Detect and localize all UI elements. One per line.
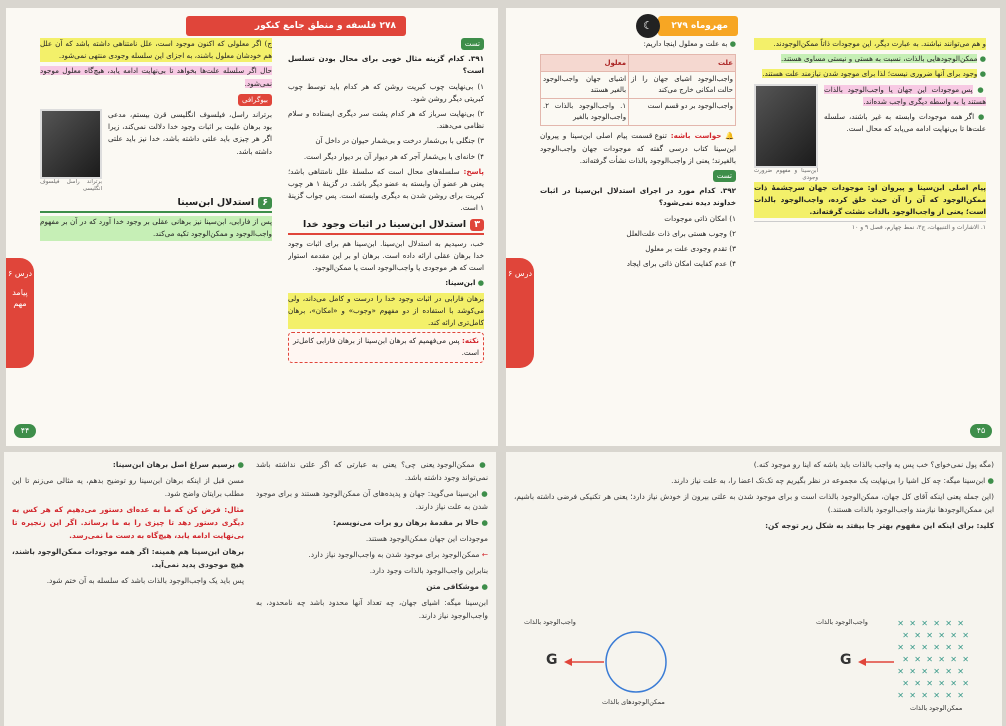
table-row xyxy=(541,72,736,99)
dot-mark: ✕ xyxy=(902,631,909,640)
right-header-bar: مهروماه ۲۷۹ xyxy=(658,16,738,36)
table-cell: ۱. واجب‌الوجود بالذات ۲. واجب‌الوجود بالغیر xyxy=(541,99,629,126)
ibn-sina-photo-caption: ابن‌سینا و مفهوم ضرورت وجودی xyxy=(754,167,818,181)
bio-label: بیوگرافی xyxy=(40,94,272,106)
dot-mark: ✕ xyxy=(909,619,916,628)
lesson-tab-right: درس ۶ xyxy=(506,258,534,368)
dot-mark: ✕ xyxy=(938,679,945,688)
dot-mark: ✕ xyxy=(957,619,964,628)
dot-mark: ✕ xyxy=(914,655,921,664)
q392-option-2: ۲) وجوب هستی برای ذات علت‌العلل xyxy=(626,228,736,238)
left-page xyxy=(6,8,498,446)
dot-mark: ✕ xyxy=(962,631,969,640)
ibn-sina-label: ● ابن‌سینا: xyxy=(445,278,484,288)
bl-c2-line: ● برسیم سراغ اصل برهان ابن‌سینا: xyxy=(112,460,244,469)
dot-mark: ✕ xyxy=(902,679,909,688)
test-label: تست xyxy=(288,38,484,50)
ibn-sina-photo-wrap xyxy=(754,84,818,182)
dot-mark: ✕ xyxy=(950,679,957,688)
dot-mark: ✕ xyxy=(962,679,969,688)
table-header-cause: علت xyxy=(629,55,736,72)
dot-mark: ✕ xyxy=(957,667,964,676)
dot-mark: ✕ xyxy=(921,619,928,628)
dot-mark: ✕ xyxy=(926,655,933,664)
br-line: کلید: برای اینکه این مفهوم بهتر جا بیفتد به شکل زیر توجه کن: xyxy=(765,521,994,530)
left-page-column-1 xyxy=(288,38,484,432)
question-392: ۳۹۲. کدام مورد در اجرای استدلال ابن‌سینا در اثبات خداوند دیده نمی‌شود؟ xyxy=(540,186,736,208)
bl-c1-line: ● ممکن‌الوجود یعنی چی؟ یعنی به عبارتی که اگر علتی نداشته باشد نمی‌تواند وجود داشته باشد. xyxy=(256,460,488,482)
right-photo-block xyxy=(754,84,986,182)
dot-mark: ✕ xyxy=(921,691,928,700)
ibn-sina-photo xyxy=(754,84,818,168)
right-col1-item-4: ● اگر همه موجودات وابسته به غیر باشند، سلسله علت‌ها تا بی‌نهایت ادامه می‌یابد که محال است. xyxy=(824,112,986,134)
bl-c1-line: بنابراین واجب‌الوجود بالذات وجود دارد. xyxy=(369,566,488,575)
diagram-circle-bottom-label: ممکن‌الوجودهای بالذات xyxy=(602,698,665,706)
q392-option-3: ۳) تقدم وجودی علت بر معلول xyxy=(645,244,736,254)
bio-text: برتراند راسل، فیلسوف انگلیسی قرن بیستم، مدعی بود برهان علیت بر اثبات وجود خدا دلالت نمی‌کند، زیرا اگر هر چیزی باید علتی داشته باشد، خدا نیز باید علتی داشته باشد. xyxy=(108,110,272,156)
bl-c1-line: ابن‌سینا میگه: اشیای جهان، چه تعداد آنها محدود باشد چه نامحدود، به واجب‌الوجود نیاز دارند. xyxy=(256,598,488,620)
br-line: (این جمله یعنی اینکه آقای کل جهان، ممکن‌الوجود بالذات است و برای موجود شدن به علتی بیرون از خودش نیاز دارد؛ یعنی هر تکنیکی فرضی داشته باشیم، این ممکن‌الوجودها نیازمند واجب‌الوجود بالذات هستند.) xyxy=(514,492,994,514)
ibn-sina-text: برهان فارابی در اثبات وجود خدا را درست و کامل می‌داند، ولی می‌کوشد با استفاده از دو مفهوم «وجوب» و «امکان»، برهان کامل‌تری ارائه کند. xyxy=(288,293,484,330)
bottom-left-col-1 xyxy=(256,458,488,720)
right-test-label: تست xyxy=(540,170,736,182)
col2-mid-text: حال اگر سلسله علت‌ها بخواهد تا بی‌نهایت ادامه یابد، هیچ‌گاه معلول موجود نمی‌شود. xyxy=(40,66,272,88)
arrow-head-icon xyxy=(564,658,572,666)
dot-mark: ✕ xyxy=(933,643,940,652)
right-footnote: ۱. الاشارات و التنبیهات، ج۳، نمط چهارم، فصل ۹ و ۱۰ xyxy=(754,221,986,234)
right-page-column-1 xyxy=(754,38,986,432)
circle-ring xyxy=(606,632,666,692)
dot-mark: ✕ xyxy=(897,691,904,700)
dot-mark: ✕ xyxy=(909,643,916,652)
table-cell: واجب‌الوجود اشیای جهان را از حالت امکانی خارج می‌کند xyxy=(629,72,736,99)
dot-cloud xyxy=(897,619,969,700)
dot-mark: ✕ xyxy=(945,667,952,676)
right-col1-top: و هم می‌توانند نباشند. به عبارت دیگر، این موجودات ذاتاً ممکن‌الوجودند. xyxy=(754,38,986,50)
table-cell: واجب‌الوجود بر دو قسم است xyxy=(629,99,736,126)
right-page-number: ۴۵ xyxy=(970,424,992,438)
bottom-right-page xyxy=(506,452,1002,726)
dot-mark: ✕ xyxy=(914,679,921,688)
question-391: ۳۹۱. کدام گزینه مثال خوبی برای محال بودن تسلسل است؟ xyxy=(288,54,484,76)
russell-photo-wrap xyxy=(40,109,102,193)
dot-mark: ✕ xyxy=(902,655,909,664)
bell-icon: 🔔 xyxy=(725,131,736,141)
br-line: (مگه پول نمی‌خوای؟ خب پس یه واجب بالذات باید باشه که اینا رو موجود کنه.) xyxy=(753,460,994,469)
dot-mark: ✕ xyxy=(933,619,940,628)
q392-option-4: ۴) عدم کفایت امکان ذاتی برای ایجاد xyxy=(626,259,736,269)
dot-mark: ✕ xyxy=(933,667,940,676)
table-row xyxy=(541,99,736,126)
dot-mark: ✕ xyxy=(962,655,969,664)
dot-mark: ✕ xyxy=(897,619,904,628)
dot-mark: ✕ xyxy=(945,619,952,628)
left-page-column-2 xyxy=(40,38,272,432)
table-header-effect: معلول xyxy=(541,55,629,72)
publisher-logo-icon: ☾ xyxy=(636,14,660,38)
bl-c2-line: مثال: فرض کن که ما به عده‌ای دستور می‌دهیم که هر کس به دیگری دستور دهد تا چیزی را به ما برساند. اگر این زنجیره تا بی‌نهایت ادامه یابد، هیچ‌گاه به دست ما نمی‌رسد. xyxy=(12,505,244,540)
dot-mark: ✕ xyxy=(914,631,921,640)
lesson-tab-left: درس ۶ پیامد مهم xyxy=(6,258,34,368)
dot-mark: ✕ xyxy=(950,631,957,640)
table-intro: ● به علت و معلول اینجا داریم: xyxy=(643,39,736,48)
bottom-right-text xyxy=(514,458,994,616)
right-photo-text xyxy=(824,84,986,182)
russell-photo-caption: برتراند راسل فیلسوف انگلیسی xyxy=(40,179,102,193)
diagram-circle-g: G xyxy=(546,652,558,668)
br-line: ● ابن‌سینا میگه: چه کل اشیا را بی‌نهایت یک مجموعه در نظر بگیریم چه تک‌تک اعضا را، به علت نیاز دارند. xyxy=(671,476,994,485)
section-3-text: خب، رسیدیم به استدلال ابن‌سینا. ابن‌سینا هم برای اثبات وجود خدا برهان عقلی ارائه داده است. برهان او بر این مقدمه استوار است که هر موجودی یا واجب‌الوجود است یا ممکن‌الوجود. xyxy=(288,238,484,273)
right-col1-item-3: ● پس موجودات این جهان یا واجب‌الوجود بالذات هستند یا به واسطه دیگری واجب شده‌اند. xyxy=(824,84,986,106)
dot-mark: ✕ xyxy=(957,691,964,700)
q391-answer: پاسخ: سلسله‌های محال است که سلسلهٔ علل نامتناهی باشد؛ یعنی هر عضو آن وابسته به عضو دیگر باشد. در گزینهٔ ۱ هر چوب کبریت برای روشن شدن به دیگری وابسته است. پس جواب گزینهٔ ۱ است. xyxy=(288,166,484,213)
diagram-circle-top-label: واجب‌الوجود بالذات xyxy=(524,618,576,626)
dot-mark: ✕ xyxy=(926,631,933,640)
q391-option-1: ۱) بی‌نهایت چوب کبریت روشن که هر کدام باید توسط چوب کبریتی دیگر روشن شود. xyxy=(288,81,484,103)
cause-effect-table xyxy=(540,54,736,126)
section-3-title: ۳استدلال ابن‌سینا در اثبات وجود خدا xyxy=(288,219,484,235)
right-page xyxy=(506,8,1000,446)
bl-c1-line: ● حالا بر مقدمهٔ برهان رو برات می‌نویسم: xyxy=(333,518,488,527)
farabi-section-title: ۶استدلال ابن‌سینا xyxy=(40,197,272,213)
dot-mark: ✕ xyxy=(897,667,904,676)
arrow-head-icon xyxy=(858,658,866,666)
diagram-dots-g: G xyxy=(840,652,852,668)
note-box: نکته: پس می‌فهمیم که برهان ابن‌سینا از برهان فارابی کامل‌تر است. xyxy=(288,332,484,362)
dot-mark: ✕ xyxy=(950,655,957,664)
dot-mark: ✕ xyxy=(945,691,952,700)
russell-photo xyxy=(40,109,102,179)
bottom-left-col-2 xyxy=(12,458,244,720)
dot-mark: ✕ xyxy=(909,691,916,700)
q391-option-2: ۲) بی‌نهایت سرباز که هر کدام پشت سر دیگری ایستاده و سلام نظامی می‌دهند. xyxy=(288,109,484,131)
dot-mark: ✕ xyxy=(933,691,940,700)
left-page-number: ۴۴ xyxy=(14,424,36,438)
dot-mark: ✕ xyxy=(897,643,904,652)
right-col1-item-2: ● وجود برای آنها ضروری نیست؛ لذا برای موجود شدن نیازمند علت هستند. xyxy=(762,69,986,79)
bl-c2-line: مسن قبل از اینکه برهان ابن‌سینا رو توضیح بدهم، یه مثالی می‌زنم تا این مطلب برایتان واضح شود. xyxy=(12,476,244,498)
dot-mark: ✕ xyxy=(921,643,928,652)
dot-mark: ✕ xyxy=(957,643,964,652)
col2-top-text: ج) اگر معلولی که اکنون موجود است، علل نامتناهی داشته باشد که آن علل هم خودشان معلول باشند، به اجزای این سلسله وجودی منتهی نمی‌شود. xyxy=(40,38,272,62)
dot-mark: ✕ xyxy=(926,679,933,688)
diagram-dots-top-label: واجب‌الوجود بالذات xyxy=(816,618,868,626)
dot-mark: ✕ xyxy=(945,643,952,652)
right-page-column-2 xyxy=(540,38,736,432)
left-header-bar: ۲۷۸ فلسفه و منطق جامع کنکور xyxy=(186,16,406,36)
q392-option-1: ۱) امکان ذاتی موجودات xyxy=(664,213,736,223)
right-conclusion: پیام اصلی ابن‌سینا و پیروان او: موجودات جهان سرچشمهٔ ذات ممکن‌الوجود که آن را آن حیث خلق کرده، واجب‌الوجود بالذات است؛ یعنی از واجب‌الوجود بالذات نشئت گرفته‌اند. xyxy=(754,182,986,219)
table-cell: اشیای جهان واجب‌الوجود بالغیر هستند xyxy=(541,72,629,99)
q391-option-4: ۴) خانه‌ای با بی‌شمار آجر که هر دیوار آن بر دیوار دیگر است. xyxy=(303,151,484,161)
bl-c1-line: ● موشکافی متن xyxy=(426,582,488,591)
bottom-left-page xyxy=(4,452,496,726)
table-header-row xyxy=(541,55,736,72)
bl-c2-line: برهان ابن‌سینا هم همینه: اگر همه موجودات ممکن‌الوجود باشند، هیچ موجودی پدید نمی‌آید. xyxy=(12,547,244,569)
attention-box: 🔔 حواست باشه: تنوع قسمت پیام اصلی ابن‌سینا و پیروان ابن‌سینا کتاب درسی گفته که موجودات جهان واجب‌الوجود بالغیرند؛ یعنی از واجب‌الوجود بالذات نشأت گرفته‌اند. xyxy=(540,131,736,165)
bl-c1-line: ← ممکن‌الوجود برای موجود شدن به واجب‌الوجود نیاز دارد. xyxy=(308,550,488,559)
bl-c2-line: پس باید یک واجب‌الوجود بالذات باشد که سلسله به آن ختم شود. xyxy=(46,576,244,585)
dot-mark: ✕ xyxy=(921,667,928,676)
bio-block xyxy=(40,109,272,193)
diagram-dots-bottom-label: ممکن‌الوجود بالذات xyxy=(910,704,963,712)
farabi-text: پس از فارابی، ابن‌سینا نیز برهانی عقلی بر وجود خدا آورد که در آن بر مفهوم واجب‌الوجود و ممکن‌الوجود تکیه می‌کند. xyxy=(40,216,272,240)
bl-c1-line: ● ابن‌سینا می‌گوید: جهان و پدیده‌های آن ممکن‌الوجود هستند و برای موجود شدن به علت نیاز دارند. xyxy=(256,489,488,511)
bl-c1-line: موجودات این جهان ممکن‌الوجود هستند. xyxy=(365,534,488,543)
dot-mark: ✕ xyxy=(909,667,916,676)
q391-option-3: ۳) جنگلی با بی‌شمار درخت و بی‌شمار حیوان در داخل آن xyxy=(315,136,484,146)
right-col1-item-1: ● ممکن‌الوجودهایی بالذات، نسبت به هستی و نیستی مساوی هستند. xyxy=(781,54,986,64)
dot-mark: ✕ xyxy=(938,631,945,640)
dot-mark: ✕ xyxy=(938,655,945,664)
